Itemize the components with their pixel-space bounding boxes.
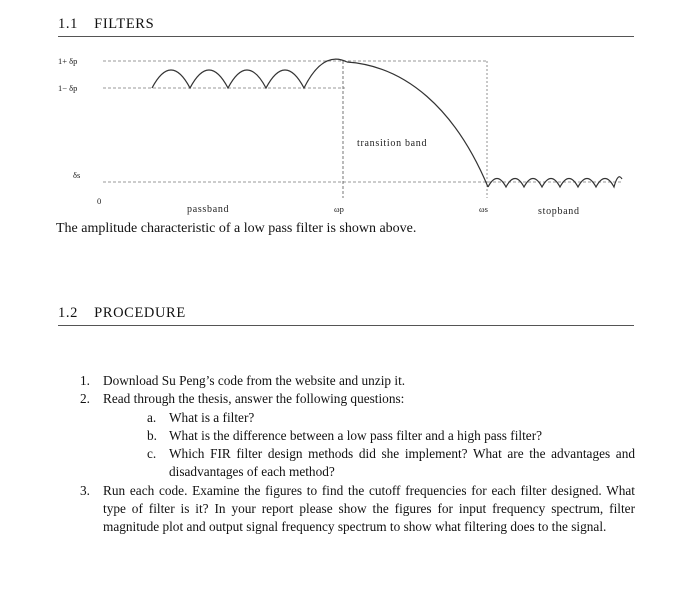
figure-caption: The amplitude characteristic of a low pass filter is shown above. xyxy=(56,221,417,236)
procedure-list xyxy=(80,372,635,537)
section-title: PROCEDURE xyxy=(94,305,186,321)
passband-label: passband xyxy=(187,204,230,215)
ws-label: ωs xyxy=(479,204,488,214)
procedure-item-1 xyxy=(80,372,635,390)
question-text: What is the difference between a low pass filter and a high pass filter? xyxy=(169,427,543,443)
passband-ripple-curve xyxy=(152,59,347,88)
section-number: 1.2 xyxy=(58,305,78,321)
procedure-item-2 xyxy=(80,390,635,481)
section-title: FILTERS xyxy=(94,16,155,32)
procedure-item-3 xyxy=(80,482,635,537)
filter-amplitude-figure xyxy=(55,48,640,218)
list-marker: 1. xyxy=(80,373,90,388)
question-c xyxy=(147,445,635,482)
procedure-item-text: Download Su Peng’s code from the website and unzip it. xyxy=(103,373,406,388)
question-b xyxy=(147,427,635,445)
list-marker: b. xyxy=(147,427,157,443)
question-text: What is a filter? xyxy=(169,409,255,425)
wp-label: ωp xyxy=(334,204,344,214)
question-text: Which FIR filter design methods did she implement? What are the advantages and disadvantages of each method? xyxy=(169,446,635,480)
list-marker: a. xyxy=(147,409,157,425)
y-label-delta-s: δs xyxy=(73,170,81,180)
stopband-label: stopband xyxy=(538,206,580,217)
list-marker: 2. xyxy=(80,391,90,407)
question-a xyxy=(147,409,635,427)
section-heading-filters xyxy=(58,16,634,37)
transition-band-label: transition band xyxy=(357,138,428,149)
y-label-one-minus-delta-p: 1− δp xyxy=(58,83,78,93)
origin-label: 0 xyxy=(97,196,102,206)
procedure-item-text: Read through the thesis, answer the following questions: xyxy=(103,391,405,407)
y-label-one-plus-delta-p: 1+ δp xyxy=(58,56,78,66)
section-heading-procedure xyxy=(58,305,634,326)
procedure-item-text: Run each code. Examine the figures to find the cutoff frequencies for each filter designed. What type of filter is it? In your report please show the figures for input frequency spectrum, filter magnitude plot and output signal frequency spectrum to show what filtering does to the signal. xyxy=(103,482,635,535)
transition-rolloff-curve xyxy=(347,62,488,187)
question-list xyxy=(103,409,635,482)
section-number: 1.1 xyxy=(58,16,78,32)
list-marker: 3. xyxy=(80,482,90,498)
list-marker: c. xyxy=(147,446,157,462)
